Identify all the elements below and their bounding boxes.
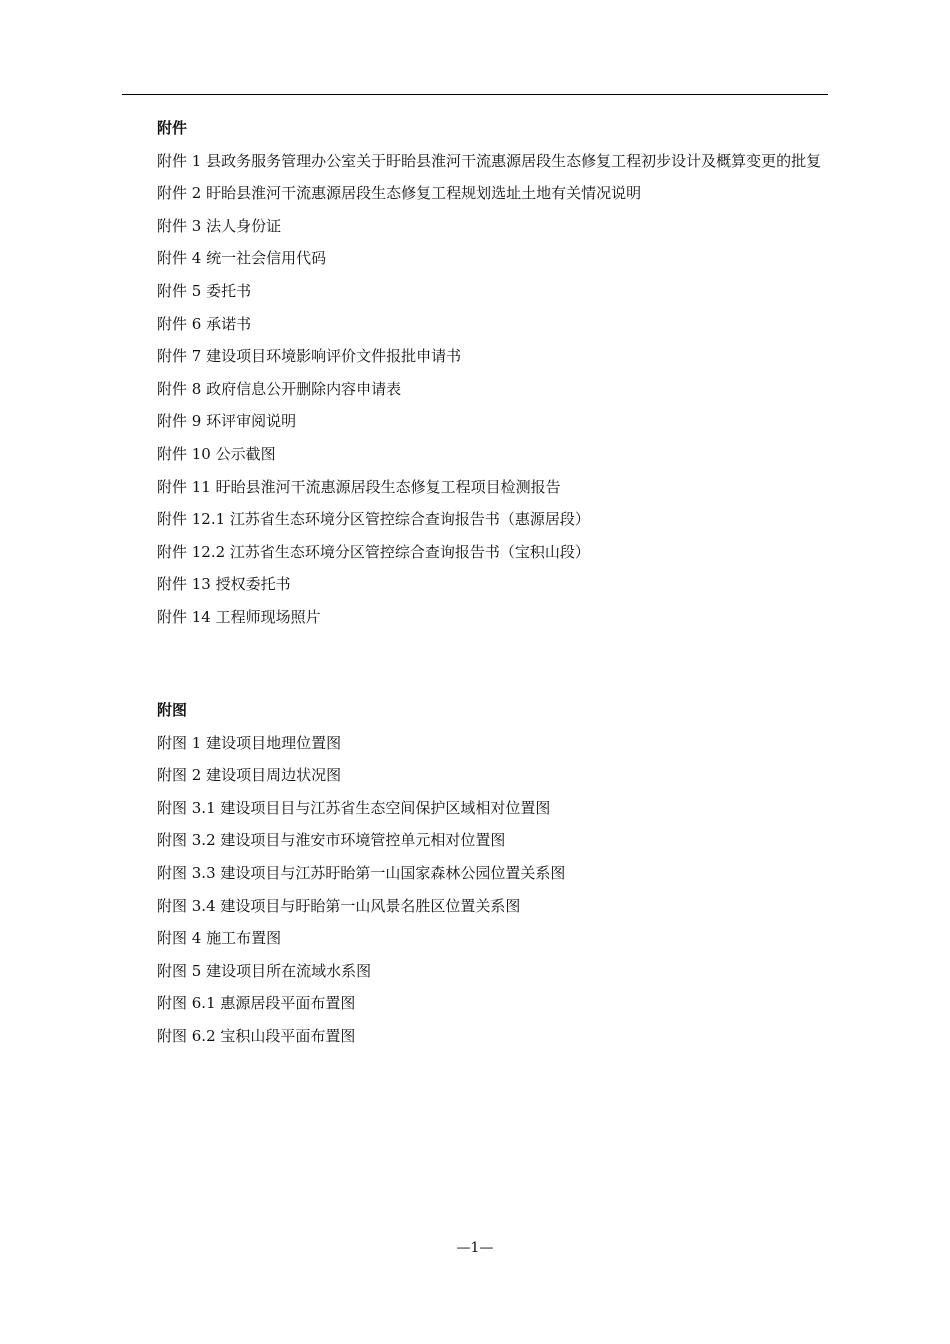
attachment-item: 附件 1 县政务服务管理办公室关于盱眙县淮河干流惠源居段生态修复工程初步设计及概算变更的批复 <box>157 151 822 170</box>
attachments-title: 附件 <box>157 119 188 137</box>
attachment-item: 附件 9 环评审阅说明 <box>157 412 297 431</box>
attachment-item: 附件 12.2 江苏省生态环境分区管控综合查询报告书（宝积山段） <box>157 542 590 561</box>
attachment-item: 附件 4 统一社会信用代码 <box>157 249 327 268</box>
figure-item: 附图 2 建设项目周边状况图 <box>157 766 342 785</box>
attachment-item: 附件 14 工程师现场照片 <box>157 607 321 626</box>
attachment-item: 附件 8 政府信息公开删除内容申请表 <box>157 379 402 398</box>
attachment-item: 附件 5 委托书 <box>157 281 252 300</box>
figure-item: 附图 6.1 惠源居段平面布置图 <box>157 994 356 1013</box>
attachment-item: 附件 6 承诺书 <box>157 314 252 333</box>
header-rule <box>122 94 828 95</box>
figure-item: 附图 3.2 建设项目与淮安市环境管控单元相对位置图 <box>157 831 506 850</box>
figure-item: 附图 1 建设项目地理位置图 <box>157 733 342 752</box>
attachment-item: 附件 2 盱眙县淮河干流惠源居段生态修复工程规划选址土地有关情况说明 <box>157 184 642 203</box>
figures-section <box>157 694 837 1053</box>
figure-item: 附图 4 施工布置图 <box>157 929 282 948</box>
attachment-item: 附件 12.1 江苏省生态环境分区管控综合查询报告书（惠源居段） <box>157 510 590 529</box>
attachment-item: 附件 13 授权委托书 <box>157 575 291 594</box>
attachment-item: 附件 11 盱眙县淮河干流惠源居段生态修复工程项目检测报告 <box>157 477 561 496</box>
attachment-item: 附件 10 公示截图 <box>157 444 276 463</box>
attachments-list <box>157 145 837 634</box>
figure-item: 附图 5 建设项目所在流域水系图 <box>157 961 372 980</box>
attachments-section <box>157 112 837 634</box>
figure-item: 附图 3.4 建设项目与盱眙第一山风景名胜区位置关系图 <box>157 896 521 915</box>
page-number: —1— <box>456 1240 494 1256</box>
figure-item: 附图 3.3 建设项目与江苏盱眙第一山国家森林公园位置关系图 <box>157 863 566 882</box>
figures-title: 附图 <box>157 701 188 719</box>
figure-item: 附图 6.2 宝积山段平面布置图 <box>157 1026 356 1045</box>
attachment-item: 附件 3 法人身份证 <box>157 216 282 235</box>
figures-list <box>157 727 837 1053</box>
attachment-item: 附件 7 建设项目环境影响评价文件报批申请书 <box>157 347 462 366</box>
figure-item: 附图 3.1 建设项目目与江苏省生态空间保护区域相对位置图 <box>157 798 551 817</box>
